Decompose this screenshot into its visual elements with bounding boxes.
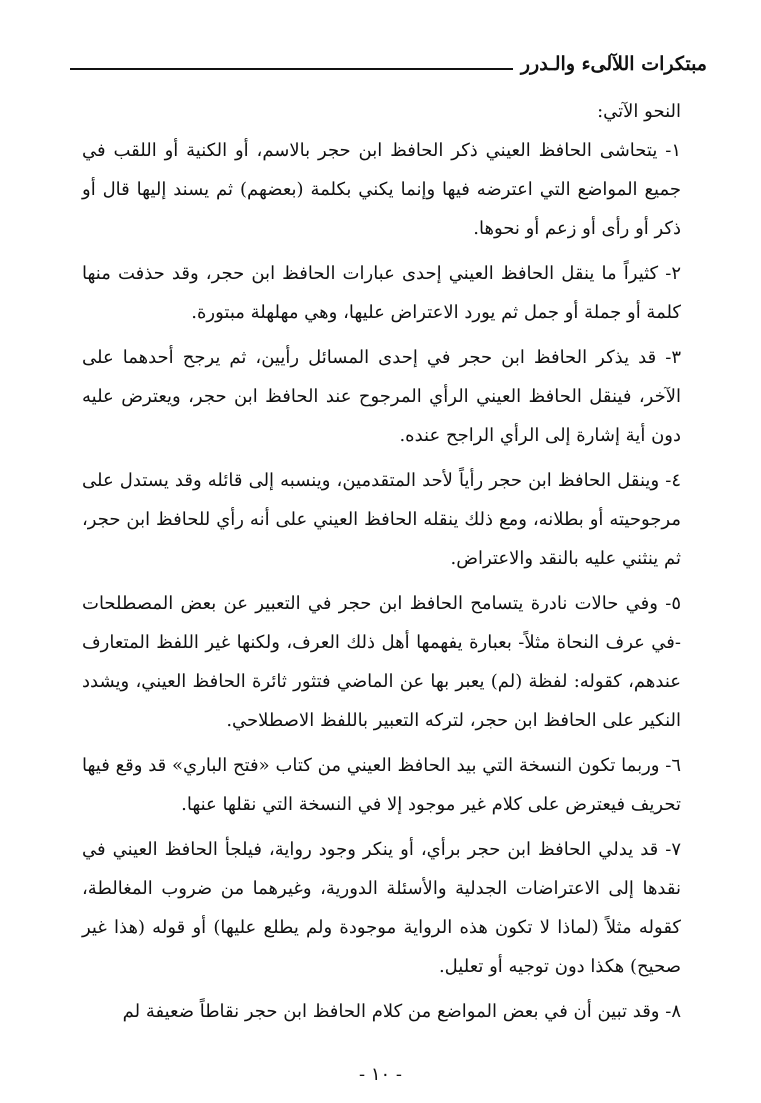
list-item	[82, 584, 681, 740]
book-title: مبتكرات اللآلىء والـدرر	[520, 53, 707, 75]
list-item	[82, 461, 681, 578]
page-body	[82, 92, 681, 1031]
item-text: وفي حالات نادرة يتسامح الحافظ ابن حجر في التعبير عن بعض المصطلحات -في عرف النحاة مثلاً- بعبارة يفهمها أهل ذلك العرف، ولكنها غير اللفظ المتعارف عندهم، كقوله: لفظة (لم) يعبر بها عن الماضي فتثور ثائرة الحافظ العيني، ويشدد النكير على الحافظ ابن حجر، لتركه التعبير باللفظ الاصطلاحي.	[82, 593, 681, 731]
item-number: ٦-	[665, 755, 681, 776]
item-number: ٥-	[665, 593, 681, 614]
page-number: - ١٠ -	[359, 1064, 402, 1085]
list-item	[82, 992, 681, 1031]
item-text: وربما تكون النسخة التي بيد الحافظ العيني من كتاب «فتح الباري» قد وقع فيها تحريف فيعترض على كلام غير موجود إلا في النسخة التي نقلها عنها.	[82, 755, 681, 815]
item-text: قد يذكر الحافظ ابن حجر في إحدى المسائل رأيين، ثم يرجح أحدهما على الآخر، فينقل الحافظ العيني الرأي المرجوح عند الحافظ ابن حجر، ويعترض عليه دون أية إشارة إلى الرأي الراجح عنده.	[82, 347, 681, 446]
intro-line: النحو الآتي:	[597, 101, 681, 122]
item-number: ٢-	[665, 263, 681, 284]
list-item	[82, 131, 681, 248]
item-text: وينقل الحافظ ابن حجر رأياً لأحد المتقدمين، وينسبه إلى قائله وقد يستدل على مرجوحيته أو بطلانه، ومع ذلك ينقله الحافظ العيني على أنه رأي للحافظ ابن حجر، ثم ينثني عليه بالنقد والاعتراض.	[82, 470, 681, 569]
list-item	[82, 830, 681, 986]
list-item	[82, 254, 681, 332]
item-text: وقد تبين أن في بعض المواضع من كلام الحافظ ابن حجر نقاطاً ضعيفة لم	[122, 1001, 666, 1022]
item-number: ٧-	[665, 839, 681, 860]
item-number: ١-	[665, 140, 681, 161]
item-text: قد يدلي الحافظ ابن حجر برأي، أو ينكر وجود رواية، فيلجأ الحافظ العيني في نقدها إلى الاعتراضات الجدلية والأسئلة الدورية، وغيرهما من ضروب المغالطة، كقوله مثلاً (لماذا لا تكون هذه الرواية موجودة ولم يطلع عليها) أو قوله (هذا غير صحيح) هكذا دون توجيه أو تعليل.	[82, 839, 681, 977]
list-item	[82, 338, 681, 455]
item-number: ٣-	[665, 347, 681, 368]
item-text: يتحاشى الحافظ العيني ذكر الحافظ ابن حجر بالاسم، أو الكنية أو اللقب في جميع المواضع التي اعترضه فيها وإنما يكني بكلمة (بعضهم) ثم يسند إليها قال أو ذكر أو رأى أو زعم أو نحوها.	[82, 140, 681, 239]
header-rule	[70, 68, 513, 70]
list-item	[82, 746, 681, 824]
item-number: ٨-	[665, 1001, 681, 1022]
item-text: كثيراً ما ينقل الحافظ العيني إحدى عبارات الحافظ ابن حجر، وقد حذفت منها كلمة أو جملة أو جمل ثم يورد الاعتراض عليها، وهي مهلهلة مبتورة.	[82, 263, 681, 323]
item-number: ٤-	[665, 470, 681, 491]
running-header	[70, 46, 707, 78]
